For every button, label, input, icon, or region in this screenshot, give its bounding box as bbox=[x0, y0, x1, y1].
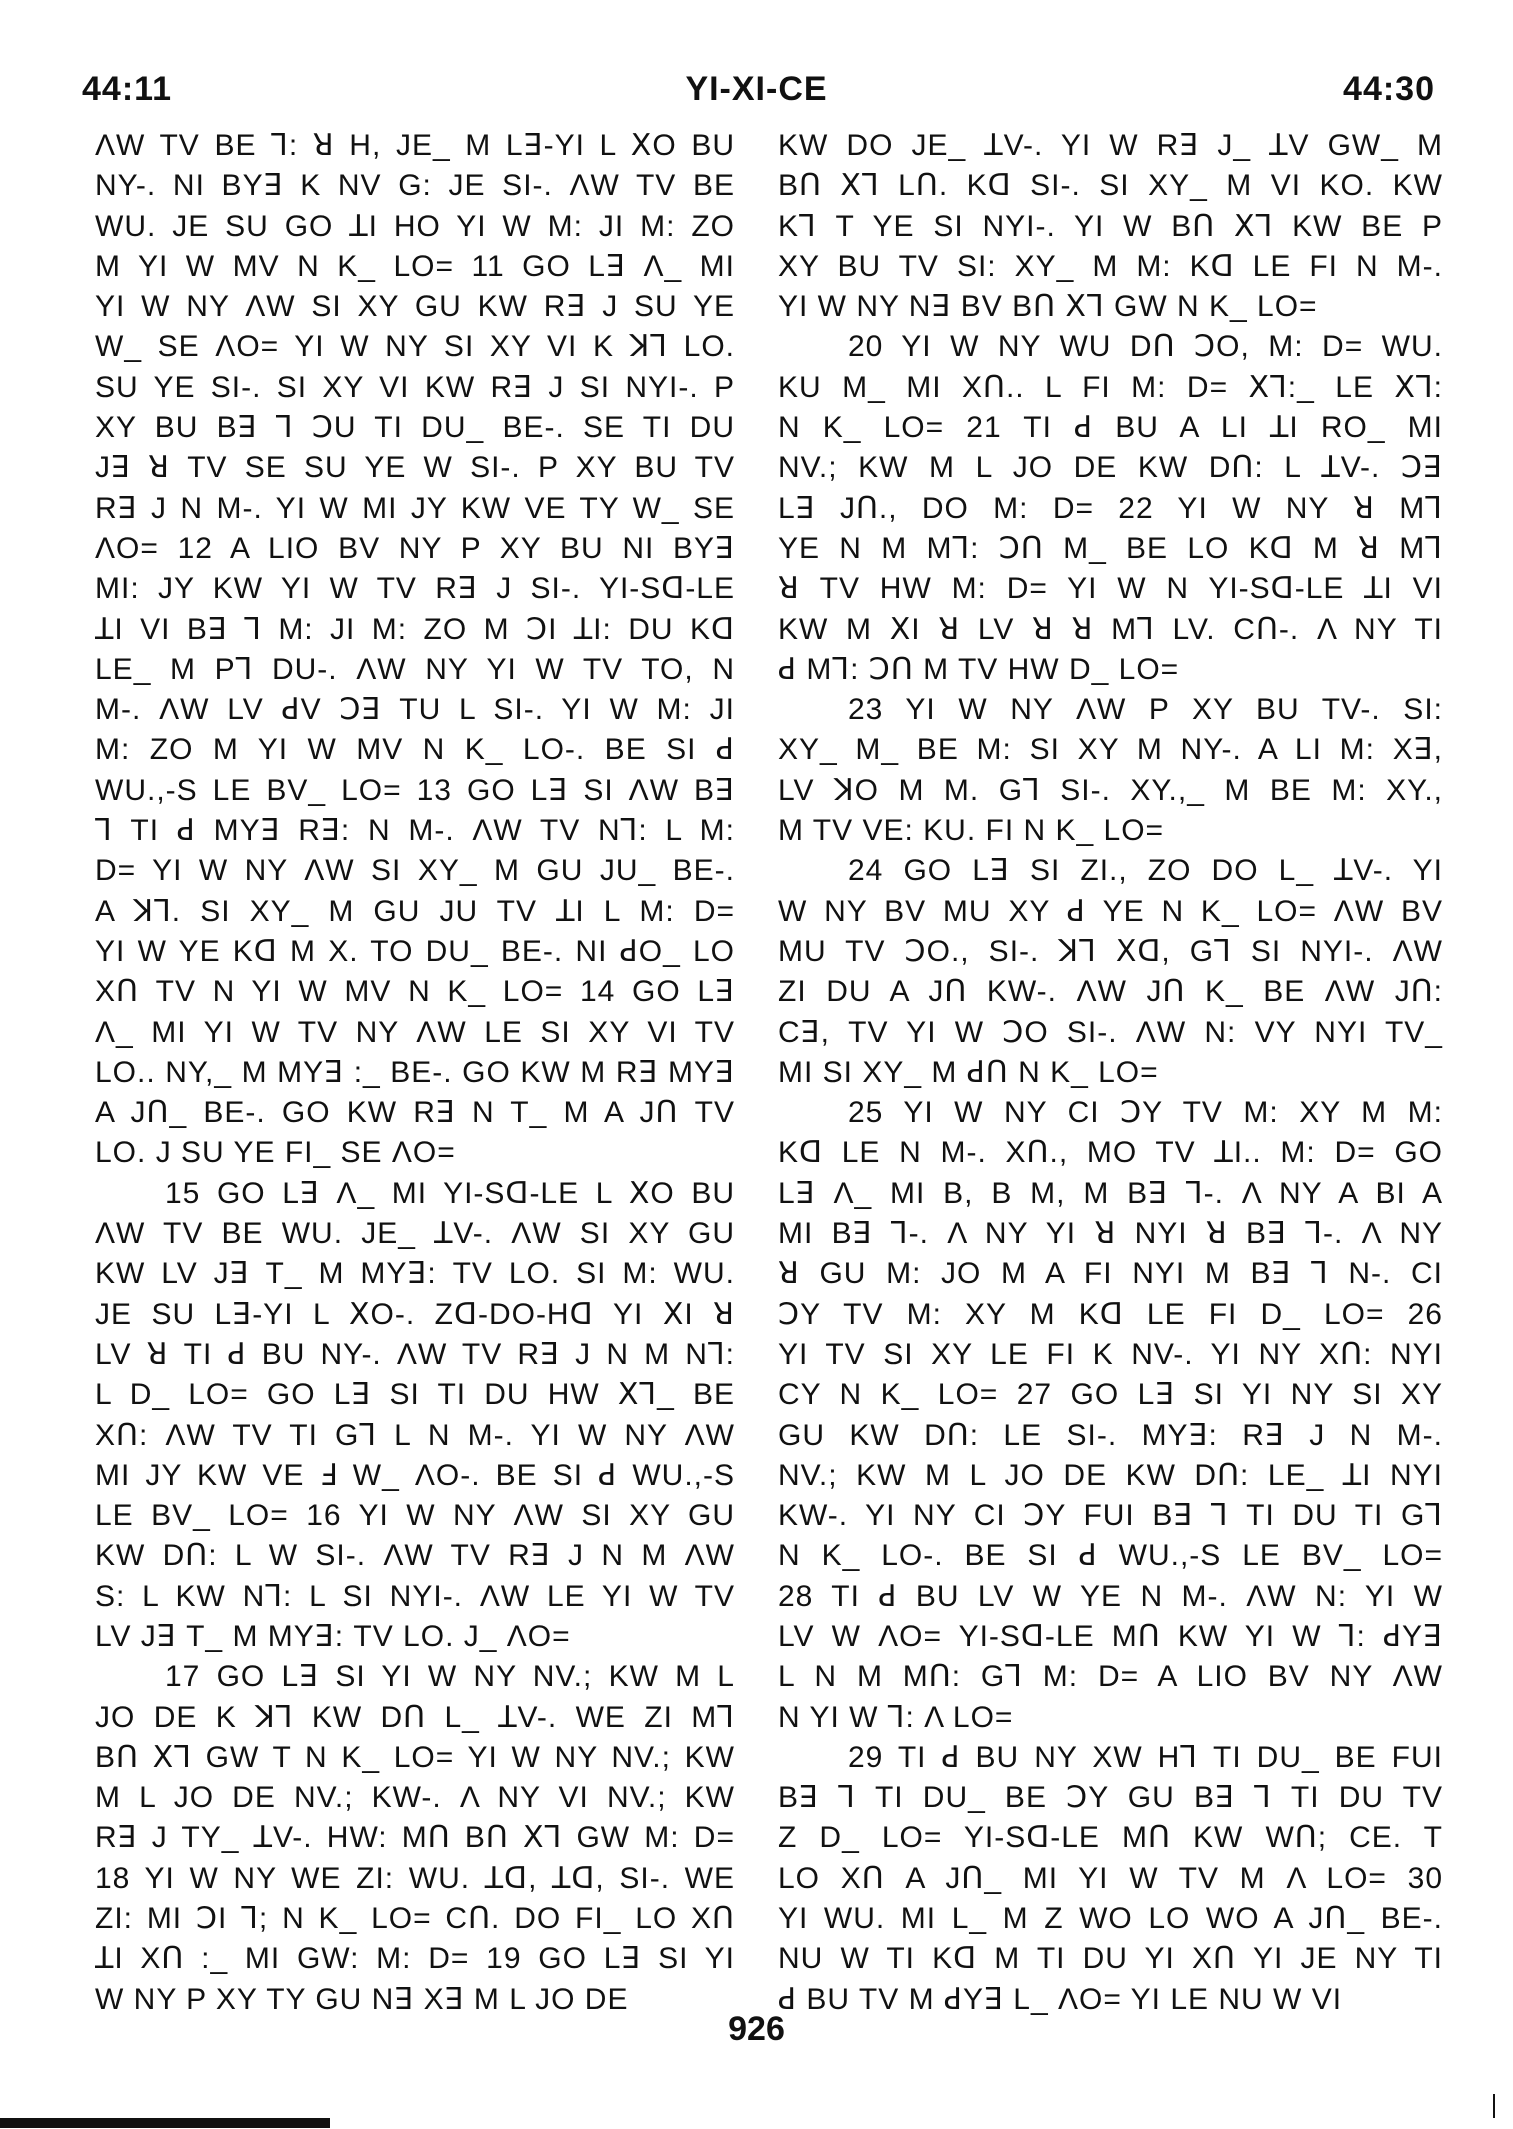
text-line: L D_ LO= GO Lꓱ SI TI DU HW ꓫꓶ_ BE bbox=[95, 1378, 735, 1412]
text-line: KW LV Jꓱ T_ M MYꓱ: TV LO. SI M: WU. bbox=[95, 1257, 735, 1291]
text-line: KW M ꓫI ꓤ LV ꓤ ꓤ Mꓶ LV. Cꓵ-. Λ NY TI bbox=[778, 612, 1443, 646]
text-line: ꓕI VI Bꓱ ꓶ M: JI M: ZO M ꓛI ꓕI: DU Kꓷ bbox=[95, 612, 735, 646]
text-line: Rꓱ J TY_ ꓕV-. HW: Mꓵ Bꓵ ꓫꓶ GW M: D= bbox=[95, 1821, 735, 1855]
text-line: ΛW TV BE WU. JE_ ꓕV-. ΛW SI XY GU bbox=[95, 1217, 735, 1251]
text-line: ꓒ Mꓶ: ꓛꓵ M TV HW D_ LO= bbox=[778, 652, 1180, 686]
text-line: JE SU Lꓱ-YI L ꓫO-. Zꓷ-DO-Hꓷ YI ꓫI ꓤ bbox=[95, 1297, 735, 1331]
text-line: KW-. YI NY CI ꓛY FUI Bꓱ ꓶ TI DU TI Gꓶ bbox=[778, 1499, 1443, 1533]
text-line: LE BV_ LO= 16 YI W NY ΛW SI XY GU bbox=[95, 1499, 735, 1533]
header-left-reference: 44:11 bbox=[82, 70, 173, 108]
text-line: A Jꓵ_ BE-. GO KW Rꓱ N T_ M A Jꓵ TV bbox=[95, 1096, 735, 1130]
text-line: Rꓱ J N M-. YI W MI JY KW VE TY W_ SE bbox=[95, 491, 735, 525]
text-line: NV.; KW M L JO DE KW Dꓵ: L ꓕV-. ꓛꓱ bbox=[778, 451, 1443, 485]
text-line: 17 GO Lꓱ SI YI W NY NV.; KW M L bbox=[165, 1660, 735, 1694]
text-line: YI WU. MI L_ M Z WO LO WO A Jꓵ_ BE-. bbox=[778, 1902, 1443, 1936]
text-line: MI Bꓱ ꓶ-. Λ NY YI ꓤ NYI ꓤ Bꓱ ꓶ-. Λ NY bbox=[778, 1217, 1443, 1251]
text-line: 23 YI W NY ΛW P XY BU TV-. SI: bbox=[848, 693, 1443, 727]
text-line: Cꓱ, TV YI W ꓛO SI-. ΛW N: VY NYI TV_ bbox=[778, 1015, 1443, 1049]
text-line: ꓕI Xꓵ :_ MI GW: M: D= 19 GO Lꓱ SI YI bbox=[95, 1942, 735, 1976]
text-line: XY BU Bꓱ ꓶ ꓛU TI DU_ BE-. SE TI DU bbox=[95, 411, 735, 445]
text-line: Xꓵ: ΛW TV TI Gꓶ L N M-. YI W NY ΛW bbox=[95, 1418, 735, 1452]
text-line: YI W NY Nꓱ BV Bꓵ ꓫꓶ GW N K_ LO= bbox=[778, 290, 1318, 324]
text-line: ZI DU A Jꓵ KW-. ΛW Jꓵ K_ BE ΛW Jꓵ: bbox=[778, 975, 1443, 1009]
text-line: LV Jꓱ T_ M MYꓱ: TV LO. J_ ΛO= bbox=[95, 1619, 571, 1653]
text-line: N YI W ꓶ: Λ LO= bbox=[778, 1700, 1014, 1734]
text-line: LO Xꓵ A Jꓵ_ MI YI W TV M Λ LO= 30 bbox=[778, 1861, 1443, 1895]
text-line: Z D_ LO= YI-Sꓷ-LE Mꓵ KW Wꓵ; CE. T bbox=[778, 1821, 1443, 1855]
page-number: 926 bbox=[728, 2010, 785, 2048]
text-line: WU.,-S LE BV_ LO= 13 GO Lꓱ SI ΛW Bꓱ bbox=[95, 773, 735, 807]
text-line: YI TV SI XY LE FI K NV-. YI NY Xꓵ: NYI bbox=[778, 1337, 1443, 1371]
text-line: ZI: MI ꓛI ꓶ; N K_ LO= Cꓵ. DO FI_ LO Xꓵ bbox=[95, 1902, 735, 1936]
text-line: LO.. NY,_ M MYꓱ :_ BE-. GO KW M Rꓱ MYꓱ bbox=[95, 1055, 735, 1089]
text-line: 18 YI W NY WE ZI: WU. ꓕꓷ, ꓕꓷ, SI-. WE bbox=[95, 1861, 735, 1895]
text-line: LV ꓘO M M. Gꓶ SI-. XY.,_ M BE M: XY., bbox=[778, 773, 1443, 807]
text-line: 15 GO Lꓱ Λ_ MI YI-Sꓷ-LE L ꓫO BU bbox=[165, 1176, 735, 1210]
text-line: Λ_ MI YI W TV NY ΛW LE SI XY VI TV bbox=[95, 1015, 735, 1049]
text-line: LV W ΛO= YI-Sꓷ-LE Mꓵ KW YI W ꓶ: ꓒYꓱ bbox=[778, 1619, 1443, 1653]
text-line: NU W TI Kꓷ M TI DU YI Xꓵ YI JE NY TI bbox=[778, 1942, 1443, 1976]
text-line: M YI W MV N K_ LO= 11 GO Lꓱ Λ_ MI bbox=[95, 249, 735, 283]
text-line: Bꓵ ꓫꓶ GW T N K_ LO= YI W NY NV.; KW bbox=[95, 1740, 735, 1774]
text-line: ꓒ BU TV M ꓒYꓱ L_ ΛO= YI LE NU W VI bbox=[778, 1982, 1343, 2016]
text-line: LE_ M Pꓶ DU-. ΛW NY YI W TV TO, N bbox=[95, 652, 735, 686]
text-line: M-. ΛW LV ꓒV ꓛꓱ TU L SI-. YI W M: JI bbox=[95, 693, 735, 727]
text-line: NY-. NI BYꓱ K NV G: JE SI-. ΛW TV BE bbox=[95, 169, 735, 203]
text-line: N K_ LO= 21 TI ꓒ BU A LI ꓕI RO_ MI bbox=[778, 411, 1443, 445]
text-line: GU KW Dꓵ: LE SI-. MYꓱ: Rꓱ J N M-. bbox=[778, 1418, 1443, 1452]
right-text-column bbox=[778, 126, 1443, 2020]
text-line: LO. J SU YE FI_ SE ΛO= bbox=[95, 1136, 456, 1170]
text-line: Lꓱ Jꓵ., DO M: D= 22 YI W NY ꓤ Mꓶ bbox=[778, 491, 1443, 525]
text-line: ꓤ GU M: JO M A FI NYI M Bꓱ ꓶ N-. CI bbox=[778, 1257, 1443, 1291]
text-line: MI JY KW VE ꓞ W_ ΛO-. BE SI ꓒ WU.,-S bbox=[95, 1458, 735, 1492]
text-line: XY BU TV SI: XY_ M M: Kꓷ LE FI N M-. bbox=[778, 249, 1443, 283]
text-line: L N M Mꓵ: Gꓶ M: D= A LIO BV NY ΛW bbox=[778, 1660, 1443, 1694]
text-line: ΛO= 12 A LIO BV NY P XY BU NI BYꓱ bbox=[95, 531, 735, 565]
text-line: Xꓵ TV N YI W MV N K_ LO= 14 GO Lꓱ bbox=[95, 975, 735, 1009]
left-text-column bbox=[95, 126, 735, 2020]
text-line: SU YE SI-. SI XY VI KW Rꓱ J SI NYI-. P bbox=[95, 370, 735, 404]
header-right-reference: 44:30 bbox=[1343, 70, 1435, 108]
text-line: N K_ LO-. BE SI ꓒ WU.,-S LE BV_ LO= bbox=[778, 1539, 1443, 1573]
text-line: ꓛY TV M: XY M Kꓷ LE FI D_ LO= 26 bbox=[778, 1297, 1443, 1331]
text-line: W NY P XY TY GU Nꓱ Xꓱ M L JO DE bbox=[95, 1982, 629, 2016]
text-line: MU TV ꓛO., SI-. ꓘꓶ ꓫꓷ, Gꓶ SI NYI-. ΛW bbox=[778, 934, 1443, 968]
text-line: XY_ M_ BE M: SI XY M NY-. A LI M: Xꓱ, bbox=[778, 733, 1443, 767]
bottom-right-tick bbox=[1493, 2094, 1495, 2118]
text-line: W NY BV MU XY ꓒ YE N K_ LO= ΛW BV bbox=[778, 894, 1443, 928]
text-line: 29 TI ꓒ BU NY XW Hꓶ TI DU_ BE FUI bbox=[848, 1740, 1443, 1774]
text-line: Kꓶ T YE SI NYI-. YI W Bꓵ ꓫꓶ KW BE P bbox=[778, 209, 1443, 243]
text-line: M L JO DE NV.; KW-. Λ NY VI NV.; KW bbox=[95, 1781, 735, 1815]
text-line: NV.; KW M L JO DE KW Dꓵ: LE_ ꓕI NYI bbox=[778, 1458, 1443, 1492]
text-line: KU M_ MI Xꓵ.. L FI M: D= ꓫꓶ:_ LE ꓫꓶ: bbox=[778, 370, 1443, 404]
text-line: Bꓱ ꓶ TI DU_ BE ꓛY GU Bꓱ ꓶ TI DU TV bbox=[778, 1781, 1443, 1815]
text-line: 24 GO Lꓱ SI ZI., ZO DO L_ ꓕV-. YI bbox=[848, 854, 1443, 888]
text-line: LV ꓤ TI ꓒ BU NY-. ΛW TV Rꓱ J N M Nꓶ: bbox=[95, 1337, 735, 1371]
text-line: W_ SE ΛO= YI W NY SI XY VI K ꓘꓶ LO. bbox=[95, 330, 735, 364]
text-line: KW Dꓵ: L W SI-. ΛW TV Rꓱ J N M ΛW bbox=[95, 1539, 735, 1573]
text-line: D= YI W NY ΛW SI XY_ M GU JU_ BE-. bbox=[95, 854, 735, 888]
text-line: MI SI XY_ M ꓒꓵ N K_ LO= bbox=[778, 1055, 1159, 1089]
text-line: MI: JY KW YI W TV Rꓱ J SI-. YI-Sꓷ-LE bbox=[95, 572, 735, 606]
bottom-scan-rule bbox=[0, 2118, 330, 2128]
text-line: ΛW TV BE ꓶ: ꓤ H, JE_ M Lꓱ-YI L ꓫO BU bbox=[95, 129, 735, 162]
header-book-title: YI-XI-CE bbox=[685, 70, 828, 108]
text-line: Jꓱ ꓤ TV SE SU YE W SI-. P XY BU TV bbox=[95, 451, 735, 485]
text-line: M TV VE: KU. FI N K_ LO= bbox=[778, 814, 1165, 848]
text-line: M: ZO M YI W MV N K_ LO-. BE SI ꓒ bbox=[95, 733, 735, 767]
text-line: 25 YI W NY CI ꓛY TV M: XY M M: bbox=[848, 1096, 1443, 1130]
text-line: JO DE K ꓘꓶ KW Dꓵ L_ ꓕV-. WE ZI Mꓶ bbox=[95, 1700, 735, 1734]
text-line: S: L KW Nꓶ: L SI NYI-. ΛW LE YI W TV bbox=[95, 1579, 735, 1613]
text-line: WU. JE SU GO ꓕI HO YI W M: JI M: ZO bbox=[95, 209, 735, 243]
text-line: KW DO JE_ ꓕV-. YI W Rꓱ J_ ꓕV GW_ M bbox=[778, 129, 1443, 162]
text-line: ꓤ TV HW M: D= YI W N YI-Sꓷ-LE ꓕI VI bbox=[778, 572, 1443, 606]
text-line: Lꓱ Λ_ MI B, B M, M Bꓱ ꓶ-. Λ NY A BI A bbox=[778, 1176, 1443, 1210]
text-line: YI W NY ΛW SI XY GU KW Rꓱ J SU YE bbox=[95, 290, 735, 324]
text-line: 28 TI ꓒ BU LV W YE N M-. ΛW N: YI W bbox=[778, 1579, 1443, 1613]
text-line: Kꓷ LE N M-. Xꓵ., MO TV ꓕI.. M: D= GO bbox=[778, 1136, 1443, 1170]
text-line: 20 YI W NY WU Dꓵ ꓛO, M: D= WU. bbox=[848, 330, 1443, 364]
text-line: A ꓘꓶ. SI XY_ M GU JU TV ꓕI L M: D= bbox=[95, 894, 735, 928]
text-line: YE N M Mꓶ: ꓛꓵ M_ BE LO Kꓷ M ꓤ Mꓶ bbox=[778, 531, 1443, 565]
text-line: YI W YE Kꓷ M X. TO DU_ BE-. NI ꓒO_ LO bbox=[95, 934, 735, 968]
text-line: Bꓵ ꓫꓶ Lꓵ. Kꓷ SI-. SI XY_ M VI KO. KW bbox=[778, 169, 1443, 203]
text-line: CY N K_ LO= 27 GO Lꓱ SI YI NY SI XY bbox=[778, 1378, 1443, 1412]
text-line: ꓶ TI ꓒ MYꓱ Rꓱ: N M-. ΛW TV Nꓶ: L M: bbox=[95, 814, 735, 848]
